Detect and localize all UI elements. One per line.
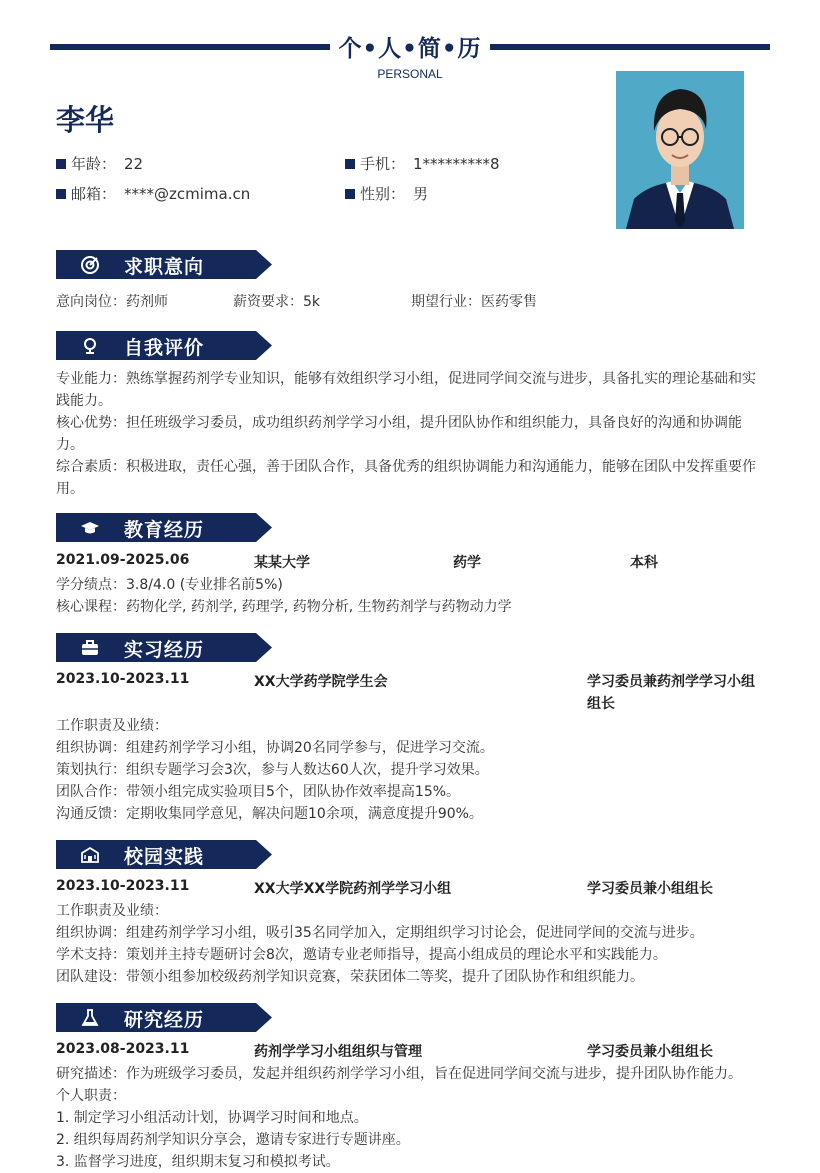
age-label: 年龄： xyxy=(71,155,117,173)
resume-title: 个•人•简•历 xyxy=(338,36,482,62)
profile-photo xyxy=(616,71,744,229)
intent-position: 意向岗位：药剂师 xyxy=(56,294,168,310)
edu-gpa: 学分绩点：3.8/4.0 (专业排名前5%) xyxy=(56,577,283,593)
research-project: 药剂学学习小组组织与管理 xyxy=(254,1044,422,1060)
header-rule-right xyxy=(490,44,770,50)
campus-role: 学习委员兼小组组长 xyxy=(587,881,713,897)
edu-major: 药学 xyxy=(453,555,481,571)
resume-subtitle: PERSONAL xyxy=(377,67,443,81)
section-header-campus xyxy=(56,840,272,869)
bullet-square-icon xyxy=(56,189,66,199)
phone-row xyxy=(345,153,500,174)
section-header-edu xyxy=(56,513,272,542)
bulb-icon xyxy=(80,336,100,356)
intern-role: 学习委员兼药剂学学习小组组长 xyxy=(587,674,755,712)
edu-degree: 本科 xyxy=(630,555,658,571)
phone-value: 1*********8 xyxy=(413,155,500,173)
header-rule-left xyxy=(50,44,330,50)
intern-line: 团队合作：带领小组完成实验项目5个，团队协作效率提高15%。 xyxy=(56,784,461,800)
section-title: 研究经历 xyxy=(124,1009,205,1031)
section-title: 求职意向 xyxy=(124,256,205,278)
section-title: 实习经历 xyxy=(124,639,205,661)
intent-salary: 薪资要求：5k xyxy=(233,294,321,310)
intern-line: 工作职责及业绩： xyxy=(56,718,168,734)
campus-line: 组织协调：组建药剂学学习小组，吸引35名同学加入，定期组织学习讨论会，促进同学间的交流与进步。 xyxy=(56,925,704,941)
research-date: 2023.08-2023.11 xyxy=(56,1041,190,1057)
phone-label: 手机： xyxy=(360,155,406,173)
intent-industry: 期望行业：医药零售 xyxy=(411,294,537,310)
flask-icon xyxy=(80,1008,100,1028)
section-header-intern xyxy=(56,633,272,662)
intern-line: 策划执行：组织专题学习会3次，参与人数达60人次，提升学习效果。 xyxy=(56,762,489,778)
email-row xyxy=(56,183,250,204)
briefcase-icon xyxy=(80,638,100,658)
intern-date: 2023.10-2023.11 xyxy=(56,671,190,687)
candidate-name: 李华 xyxy=(56,103,115,137)
email-label: 邮箱： xyxy=(71,185,117,203)
edu-courses: 核心课程：药物化学, 药剂学, 药理学, 药物分析, 生物药剂学与药物动力学 xyxy=(56,599,512,615)
research-line: 个人职责： xyxy=(56,1088,126,1104)
section-title: 自我评价 xyxy=(124,337,205,359)
section-header-research xyxy=(56,1003,272,1032)
research-line: 研究描述：作为班级学习委员，发起并组织药剂学学习小组，旨在促进同学间交流与进步，提升团队协作能力。 xyxy=(56,1066,742,1082)
section-header-self xyxy=(56,331,272,360)
research-line: 3. 监督学习进度，组织期末复习和模拟考试。 xyxy=(56,1154,340,1170)
research-role: 学习委员兼小组组长 xyxy=(587,1044,713,1060)
self-eval-item: 综合素质：积极进取，责任心强，善于团队合作，具备优秀的组织协调能力和沟通能力，能够在团队中发挥重要作用。 xyxy=(56,459,756,497)
section-title: 教育经历 xyxy=(124,519,205,541)
target-icon xyxy=(80,255,100,275)
campus-line: 工作职责及业绩： xyxy=(56,903,168,919)
bullet-square-icon xyxy=(345,159,355,169)
campus-org: XX大学XX学院药剂学学习小组 xyxy=(254,881,452,897)
edu-school: 某某大学 xyxy=(254,555,310,571)
research-line: 2. 组织每周药剂学知识分享会，邀请专家进行专题讲座。 xyxy=(56,1132,410,1148)
intern-line: 沟通反馈：定期收集同学意见，解决问题10余项，满意度提升90%。 xyxy=(56,806,483,822)
intern-line: 组织协调：组建药剂学学习小组，协调20名同学参与，促进学习交流。 xyxy=(56,740,494,756)
bullet-square-icon xyxy=(56,159,66,169)
research-line: 1. 制定学习小组活动计划，协调学习时间和地点。 xyxy=(56,1110,368,1126)
campus-line: 学术支持：策划并主持专题研讨会8次，邀请专业老师指导，提高小组成员的理论水平和实践能力。 xyxy=(56,947,667,963)
bullet-square-icon xyxy=(345,189,355,199)
school-building-icon xyxy=(80,845,100,865)
gender-label: 性别： xyxy=(360,185,406,203)
gender-value: 男 xyxy=(413,185,429,203)
gender-row xyxy=(345,183,428,204)
self-eval-item: 专业能力：熟练掌握药剂学专业知识，能够有效组织学习小组，促进同学间交流与进步，具备扎实的理论基础和实践能力。 xyxy=(56,371,756,409)
campus-line: 团队建设：带领小组参加校级药剂学知识竞赛，荣获团体二等奖，提升了团队协作和组织能力。 xyxy=(56,969,644,985)
intern-org: XX大学药学院学生会 xyxy=(254,674,388,690)
edu-date: 2021.09-2025.06 xyxy=(56,552,190,568)
section-title: 校园实践 xyxy=(124,846,205,868)
self-eval-item: 核心优势：担任班级学习委员，成功组织药剂学学习小组，提升团队协作和组织能力，具备良好的沟通和协调能力。 xyxy=(56,415,742,453)
email-value: ****@zcmima.cn xyxy=(124,185,251,203)
section-header-intent xyxy=(56,250,272,279)
graduation-cap-icon xyxy=(80,518,100,538)
age-value: 22 xyxy=(124,155,144,173)
age-row xyxy=(56,153,143,174)
campus-date: 2023.10-2023.11 xyxy=(56,878,190,894)
